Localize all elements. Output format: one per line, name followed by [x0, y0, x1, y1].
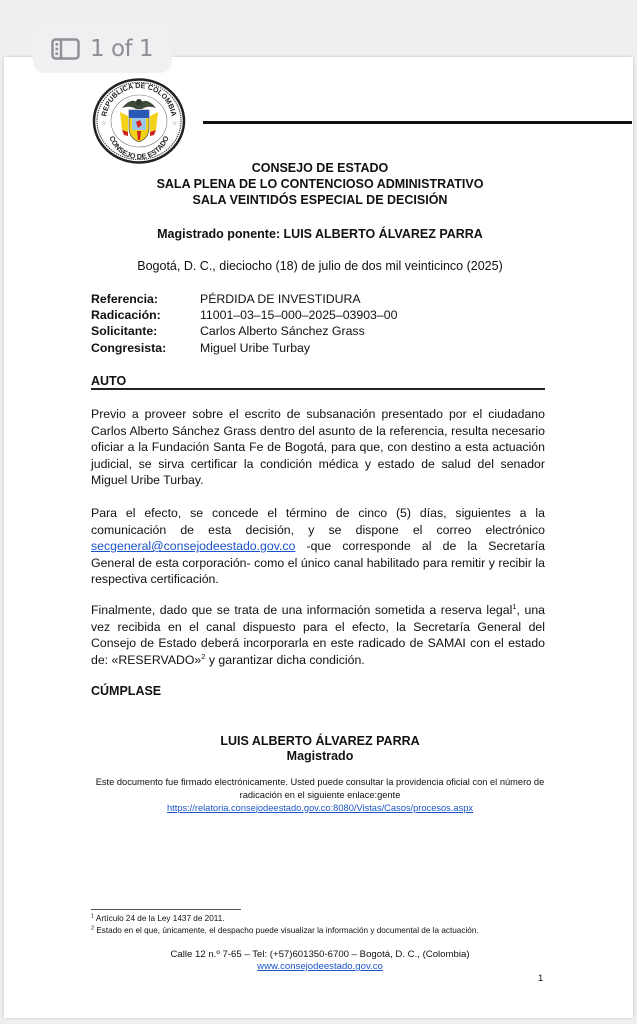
electronic-signature-text: Este documento fue firmado electrónicamente. Usted puede consultar la providencia oficial con el número de radicación en el siguiente enlace:gente	[95, 777, 545, 800]
footnote-separator	[91, 909, 241, 910]
electronic-signature-note	[80, 776, 560, 814]
footnote-1-text: Artículo 24 de la Ley 1437 de 2011.	[94, 914, 225, 923]
paragraph-2-text-a: Para el efecto, se concede el término de cinco (5) días, siguientes a la comunicación de esta decisión, y se dispone el correo electrónico	[91, 506, 545, 537]
paragraph-3	[91, 602, 545, 668]
congresista-row	[91, 340, 397, 356]
court-section: SALA VEINTIDÓS ESPECIAL DE DECISIÓN	[192, 193, 448, 207]
solicitante-value: Carlos Alberto Sánchez Grass	[200, 324, 365, 339]
magistrado-ponente: Magistrado ponente: LUIS ALBERTO ÁLVAREZ PARRA	[157, 227, 483, 241]
section-title: AUTO	[91, 374, 127, 388]
svg-text:☆: ☆	[172, 121, 178, 127]
paragraph-3-text-b: , una vez recibida en el canal dispuesto para el efecto, la Secretaría General del Consejo de Estado deberá incorporarla en este radicado de SAMAI con el estado de: «RESERVADO»	[91, 603, 545, 667]
page-indicator-button[interactable]	[33, 24, 172, 73]
paragraph-2	[91, 505, 545, 588]
page-footer	[80, 949, 560, 973]
footnote-ref-1[interactable]: 1	[512, 601, 517, 611]
court-chamber: SALA PLENA DE LO CONTENCIOSO ADMINISTRATIVO	[156, 177, 484, 191]
congresista-value: Miguel Uribe Turbay	[200, 340, 311, 355]
footnote-2-text: Estado en el que, únicamente, el despacho puede visualizar la información y documental de la actuación.	[94, 925, 479, 935]
radicacion-row	[91, 307, 397, 323]
relatoria-link[interactable]: https://relatoria.consejodeestado.gov.co:8080/Vistas/Casos/procesos.aspx	[166, 802, 474, 813]
document-date: Bogotá, D. C., dieciocho (18) de julio de dos mil veinticinco (2025)	[137, 259, 503, 273]
svg-text:REPUBLICA DE COLOMBIA: REPUBLICA DE COLOMBIA	[99, 80, 179, 118]
consejo-de-estado-seal	[92, 78, 186, 164]
paragraph-3-text-a: Finalmente, dado que se trata de una información sometida a reserva legal	[91, 603, 513, 617]
page-indicator-label: 1 of 1	[90, 35, 154, 62]
svg-text:☆: ☆	[101, 121, 107, 127]
solicitante-label: Solicitante:	[91, 324, 158, 339]
paragraph-3-text-c: y garantizar dicha condición.	[205, 652, 365, 667]
court-header	[80, 160, 560, 208]
reference-value: PÉRDIDA DE INVESTIDURA	[200, 292, 361, 306]
footnote-2-number: 2	[91, 924, 95, 931]
footnote-1-number: 1	[91, 913, 95, 920]
svg-text:CONSEJO DE ESTADO: CONSEJO DE ESTADO	[107, 134, 171, 162]
footnote-ref-2[interactable]: 2	[201, 651, 206, 661]
paragraph-2-text-b: -que corresponde al de la Secretaría General de esta corporación- como el único canal habilitado para remitir y recibir la respectiva certificación.	[91, 539, 545, 587]
header-rule	[203, 121, 632, 124]
reference-label: Referencia:	[91, 292, 158, 306]
paragraph-1: Previo a proveer sobre el escrito de subsanación presentado por el ciudadano Carlos Alberto Sánchez Grass dentro del asunto de la referencia, resulta necesario oficiar a la Fundación Santa Fe de Bogotá, para que, con destino a esta actuación judicial, se sirva certificar la condición médica y estado de salud del senador Miguel Uribe Turbay.	[91, 407, 545, 488]
page-number: 1	[538, 973, 544, 984]
footnote-2	[91, 925, 479, 937]
footnotes	[91, 913, 479, 936]
signer-name: LUIS ALBERTO ÁLVAREZ PARRA	[220, 734, 420, 748]
solicitante-row	[91, 323, 397, 339]
sidebar-thumbnails-icon	[51, 38, 80, 60]
signer-role: Magistrado	[286, 749, 354, 763]
section-rule	[91, 388, 545, 390]
radicacion-label: Radicación:	[91, 308, 161, 323]
cumplase-heading: CÚMPLASE	[91, 684, 162, 698]
email-link[interactable]: secgeneral@consejodeestado.gov.co	[91, 539, 296, 554]
reference-table	[91, 291, 397, 356]
radicacion-value: 11001–03–15–000–2025–03903–00	[200, 308, 398, 323]
congresista-label: Congresista:	[91, 340, 167, 355]
website-link[interactable]: www.consejodeestado.gov.co	[257, 961, 383, 972]
reference-row	[91, 291, 397, 307]
court-name: CONSEJO DE ESTADO	[251, 161, 389, 175]
footer-address: Calle 12 n.º 7-65 – Tel: (+57)601350-6700 – Bogotá, D. C., (Colombia)	[170, 949, 470, 960]
footnote-1	[91, 913, 479, 925]
